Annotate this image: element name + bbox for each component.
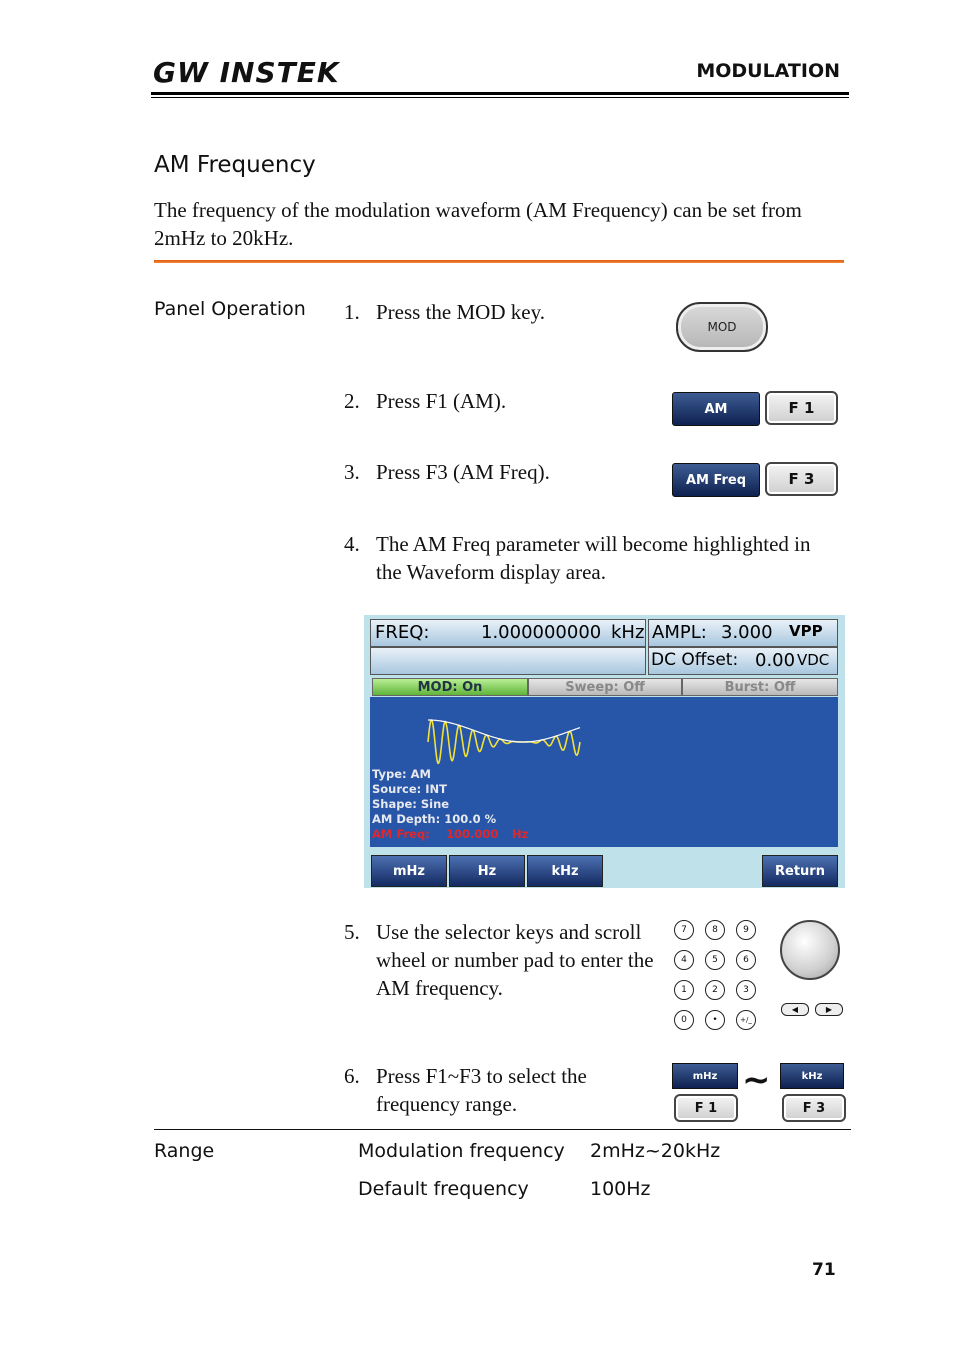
screen-softkey-return[interactable]: Return: [762, 855, 838, 887]
waveform-display: [364, 615, 845, 888]
info-shape: Shape: Sine: [372, 797, 450, 811]
right-arrow-icon[interactable]: ▶: [815, 1003, 843, 1016]
f3-key[interactable]: F 3: [765, 462, 838, 496]
key-2[interactable]: 2: [705, 980, 725, 1000]
mhz-softkey[interactable]: mHz: [672, 1063, 738, 1089]
scroll-wheel[interactable]: [780, 920, 840, 980]
page-number: 71: [812, 1260, 836, 1280]
key-1[interactable]: 1: [674, 980, 694, 1000]
info-am-freq-label: AM Freq:: [372, 827, 430, 841]
number-pad: [674, 920, 764, 1035]
range-row-2-name: Default frequency: [358, 1178, 529, 1200]
range-label: Range: [154, 1140, 215, 1162]
info-source: Source: INT: [372, 782, 448, 796]
header-rule: [151, 92, 849, 95]
range-row-1-name: Modulation frequency: [358, 1140, 565, 1162]
page-title: AM Frequency: [154, 152, 316, 178]
key-plus-minus[interactable]: +/_: [736, 1010, 756, 1030]
section-label: MODULATION: [696, 60, 840, 82]
key-6[interactable]: 6: [736, 950, 756, 970]
range-tilde: ~: [742, 1060, 771, 1100]
f3-range-key[interactable]: F 3: [782, 1094, 846, 1122]
info-am-freq-value: 100.000: [446, 827, 499, 841]
range-row-1-value: 2mHz~20kHz: [590, 1140, 721, 1162]
tab-sweep: Sweep: Off: [528, 678, 682, 696]
tab-mod: MOD: On: [372, 678, 528, 696]
info-type: Type: AM: [372, 767, 431, 781]
key-3[interactable]: 3: [736, 980, 756, 1000]
key-8[interactable]: 8: [705, 920, 725, 940]
key-0[interactable]: 0: [674, 1010, 694, 1030]
key-7[interactable]: 7: [674, 920, 694, 940]
mod-key[interactable]: MOD: [676, 302, 768, 352]
dc-offset-field: DC Offset: 0.00 VDC: [648, 647, 838, 675]
screen-softkey-khz[interactable]: kHz: [527, 855, 603, 887]
ampl-field: AMPL: 3.000 VPP: [648, 619, 838, 647]
f1-range-key[interactable]: F 1: [674, 1094, 738, 1122]
key-dot[interactable]: •: [705, 1010, 725, 1030]
screen-softkey-mhz[interactable]: mHz: [371, 855, 447, 887]
tab-burst: Burst: Off: [682, 678, 838, 696]
intro-paragraph: The frequency of the modulation waveform (AM Frequency) can be set from 2mHz to 20kHz.: [154, 198, 802, 250]
key-5[interactable]: 5: [705, 950, 725, 970]
header-rule-thin: [151, 97, 849, 98]
khz-softkey[interactable]: kHz: [780, 1063, 844, 1089]
left-arrow-icon[interactable]: ◀: [781, 1003, 809, 1016]
range-rule: [154, 1129, 851, 1130]
am-freq-softkey[interactable]: AM Freq: [672, 463, 760, 497]
key-9[interactable]: 9: [736, 920, 756, 940]
am-softkey[interactable]: AM: [672, 392, 760, 426]
range-row-2-value: 100Hz: [590, 1178, 651, 1200]
waveform-area: [370, 697, 838, 847]
panel-operation-label: Panel Operation: [154, 298, 306, 320]
orange-divider: [154, 260, 844, 263]
freq-field-empty: [370, 647, 646, 675]
info-depth: AM Depth: 100.0 %: [372, 812, 497, 826]
freq-field: FREQ: 1.000000000 kHz: [370, 619, 646, 647]
f1-key[interactable]: F 1: [765, 391, 838, 425]
screen-softkey-hz[interactable]: Hz: [449, 855, 525, 887]
brand-logo: GW INSTEK: [153, 56, 340, 89]
key-4[interactable]: 4: [674, 950, 694, 970]
info-am-freq-unit: Hz: [512, 827, 529, 841]
